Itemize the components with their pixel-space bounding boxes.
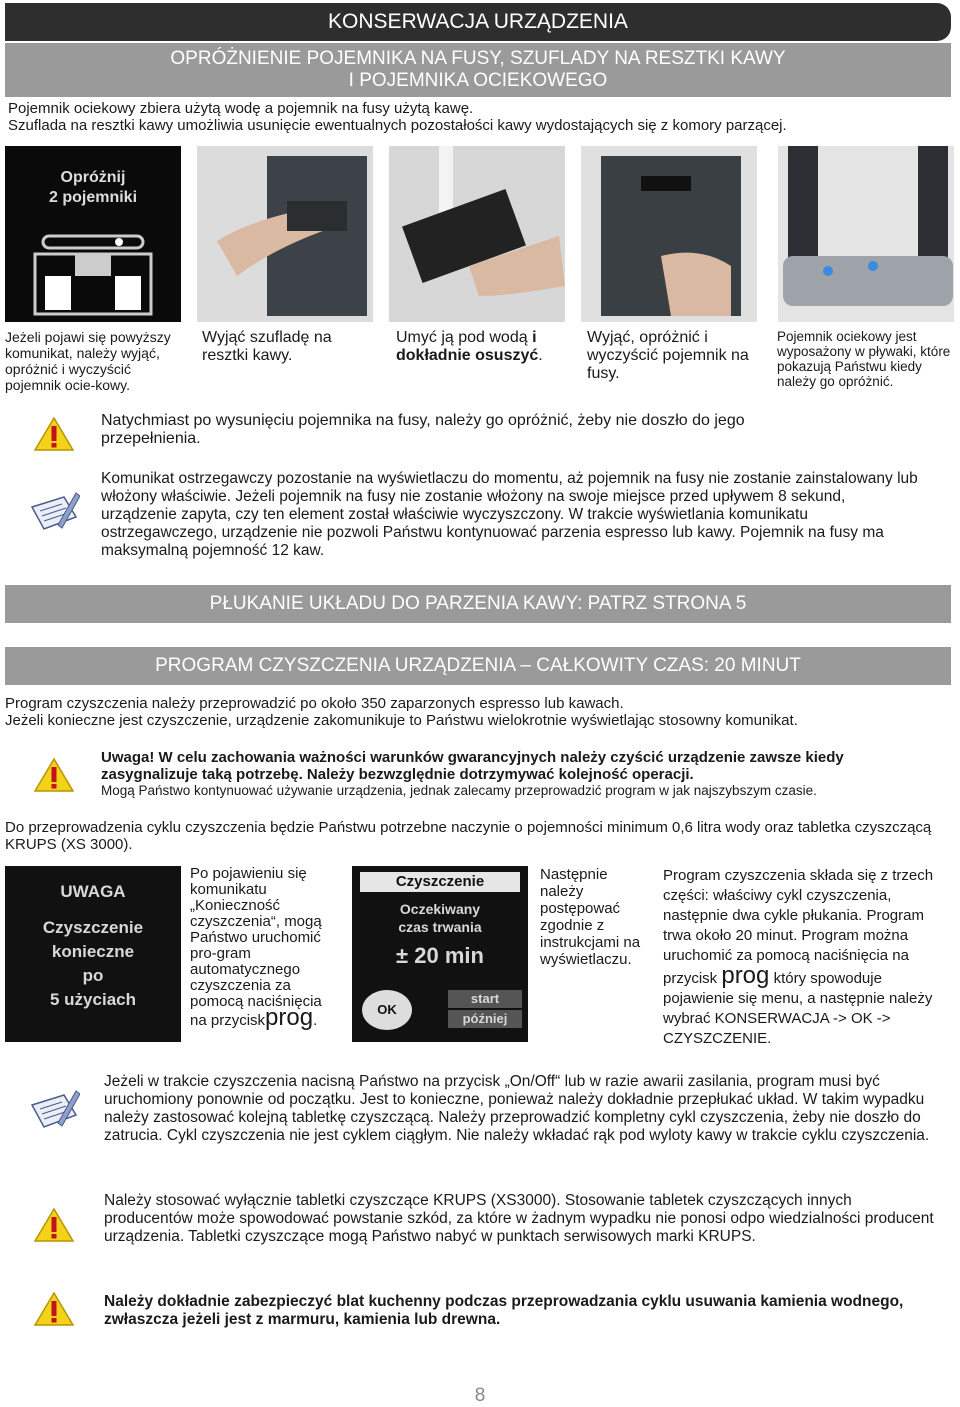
col-program-body-a: Program czyszczenia składa się z trzech części: właściwy cykl czyszczenia, następnie dwa cykle płukania. Program trwa około 20 minut. Program można uruchomić za pomocą naciśnięcia na przycisk bbox=[663, 867, 934, 987]
display2-line2: Czyszczenie bbox=[42, 918, 144, 937]
page-title: KONSERWACJA URZĄDZENIA bbox=[5, 3, 951, 41]
caption-drip-tray: Pojemnik ociekowy jest wyposażony w pływaki, które pokazują Państwu kiedy należy go opróżnić. bbox=[777, 329, 951, 389]
photo-remove-drawer bbox=[197, 146, 373, 322]
display2-line1: UWAGA bbox=[60, 882, 126, 901]
note-grounds-message: Komunikat ostrzegawczy pozostanie na wyświetlaczu do momentu, aż pojemnik na fusy nie zostanie zainstalowany lub włożony właściwie. Jeżeli pojemnik na fusy nie zostanie włożony na swoje miejsce przed upływem 8 sekund, urządzenie zapyta, czy ten element został właściwie wyczyszczony. W trakcie wyświetlania komunikatu ostrzegawczego, urządzenie nie pozwoli Państwu kontynuować parzenia espresso lub kawy. Pojemnik na fusy ma maksymalną pojemność 12 kaw. bbox=[101, 470, 918, 559]
warning-warranty-bold: Uwaga! W celu zachowania ważności warunków gwarancyjnych należy czyścić urządzenie zawsze kiedy zasygnalizuje taką potrzebę. Należy bezwzględnie dotrzymywać kolejność operacji. bbox=[101, 749, 844, 783]
section-banner-emptying bbox=[5, 43, 951, 97]
page-number: 8 bbox=[474, 1385, 486, 1406]
display3-later: później bbox=[448, 1010, 522, 1028]
photo-drip-tray bbox=[778, 146, 954, 322]
section-title-line1: OPRÓŻNIENIE POJEMNIKA NA FUSY, SZUFLADY NA RESZTKI KAWY bbox=[170, 48, 786, 69]
intro-text bbox=[8, 100, 953, 134]
display2-line4: po bbox=[82, 966, 104, 985]
caption-remove-drawer: Wyjąć szufladę na resztki kawy. bbox=[202, 329, 332, 364]
ok-button-icon: OK bbox=[362, 990, 412, 1030]
warning-icon bbox=[34, 1208, 74, 1242]
display2-line3: konieczne bbox=[51, 942, 135, 961]
col-start-cleaning-body: Po pojawieniu się komunikatu „Konieczność czyszczenia“, mogą Państwo uruchomić pro-gram automatycznego czyszczenia za pomocą naciśnięcia na przycisk bbox=[190, 865, 322, 1029]
cleaning-intro-line1: Program czyszczenia należy przeprowadzić po około 350 zaparzonych espresso lub kawach. bbox=[5, 695, 624, 712]
note-pencil-icon bbox=[28, 1085, 80, 1137]
machine-diagram-icon bbox=[5, 206, 181, 326]
col-program-body-b: który spowoduje pojawienie się menu, a następnie należy wybrać KONSERWACJA -> OK -> CZYSZCZENIE. bbox=[663, 970, 933, 1047]
warning-empty-grounds: Natychmiast po wysunięciu pojemnika na fusy, należy go opróżnić, żeby nie doszło do jego przepełnienia. bbox=[101, 412, 745, 447]
display-cleaning-required bbox=[5, 866, 181, 1042]
cleaning-intro bbox=[5, 695, 950, 729]
display3-line1: Oczekiwany bbox=[399, 901, 481, 917]
intro-line1: Pojemnik ociekowy zbiera użytą wodę a pojemnik na fusy użytą kawę. bbox=[8, 100, 474, 117]
warning-warranty-normal: Mogą Państwo kontynuować używanie urządzenia, jednak zalecamy przeprowadzić program w jak najszybszym czasie. bbox=[101, 783, 817, 798]
cleaning-intro-line2: Jeżeli konieczne jest czyszczenie, urządzenie zakomunikuje to Państwu wielokrotnie wyświetlając stosowny komunikat. bbox=[5, 712, 798, 729]
caption-wash-drawer bbox=[396, 329, 568, 365]
warning-krups-tablets: Należy stosować wyłącznie tabletki czyszczące KRUPS (XS3000). Stosowanie tabletek czyszczących innych producentów może spowodować powstanie szkód, za które w żadnym wypadku nie ponosi odpo wiedzialności producent urządzenia. Tabletki czyszczące mogą Państwo nabyć w punktach serwisowych marki KRUPS. bbox=[104, 1192, 934, 1245]
display3-start-later bbox=[448, 990, 522, 1028]
col-follow-instructions: Następnie należy postępować zgodnie z instrukcjami na wyświetlaczu. bbox=[540, 866, 641, 968]
prog-button-label: prog bbox=[265, 1004, 314, 1031]
warning-icon bbox=[34, 1292, 74, 1326]
caption-wash-a: Umyć ją pod wodą bbox=[396, 329, 533, 346]
display3-line2: czas trwania bbox=[398, 919, 482, 935]
warning-warranty bbox=[101, 749, 901, 799]
photo-remove-grounds-container bbox=[581, 146, 757, 322]
warning-icon bbox=[34, 417, 74, 451]
caption-wash-c: . bbox=[538, 347, 543, 364]
col-start-cleaning-text bbox=[190, 866, 340, 1029]
caption-wash-b: i dokładnie osuszyć bbox=[396, 329, 539, 364]
note-pencil-icon bbox=[28, 487, 80, 539]
display-empty-containers bbox=[5, 146, 181, 322]
note-power-interruption: Jeżeli w trakcie czyszczenia nacisną Państwo na przycisk „On/Off“ lub w razie awarii zasilania, program musi być uruchomiony ponownie od początku. Jest to konieczne, ponieważ należy dokładnie przepłukać układ. W takim wypadku należy zastosować kolejną tabletkę czyszczącą. Należy przeprowadzić kompletny cykl czyszczenia, żeby nie doszło do zatrucia. Cykl czyszczenia nie jest cyklem ciągłym. Nie należy wkładać rąk pod wyloty kawy w trakcie cyklu czyszczenia. bbox=[104, 1073, 930, 1144]
display3-start: start bbox=[448, 990, 522, 1008]
display-cleaning-duration bbox=[352, 866, 528, 1042]
period: . bbox=[313, 1012, 318, 1029]
display-line2: 2 pojemniki bbox=[48, 189, 138, 206]
col-program-description bbox=[663, 866, 953, 1049]
display3-time: ± 20 min bbox=[396, 943, 484, 968]
display-line1: Opróżnij bbox=[60, 169, 126, 186]
display3-title: Czyszczenie bbox=[360, 872, 520, 892]
cleaning-requirements: Do przeprowadzenia cyklu czyszczenia będzie Państwu potrzebne naczynie o pojemności minimum 0,6 litra wody oraz tabletka czyszczącą KRUPS (XS 3000). bbox=[5, 819, 932, 853]
section-title-line2: I POJEMNIKA OCIEKOWEGO bbox=[348, 70, 608, 91]
section-banner-cleaning: PROGRAM CZYSZCZENIA URZĄDZENIA – CAŁKOWITY CZAS: 20 MINUT bbox=[5, 647, 951, 685]
section-banner-rinsing: PŁUKANIE UKŁADU DO PARZENIA KAWY: PATRZ STRONA 5 bbox=[5, 585, 951, 623]
prog-button-label: prog bbox=[721, 962, 770, 989]
caption-message: Jeżeli pojawi się powyższy komunikat, należy wyjąć, opróżnić i wyczyścić pojemnik ocie-kowy. bbox=[5, 329, 171, 393]
warning-icon bbox=[34, 758, 74, 792]
warning-protect-countertop: Należy dokładnie zabezpieczyć blat kuchenny podczas przeprowadzania cyklu usuwania kamienia wodnego, zwłaszcza jeżeli jest z marmuru, kamienia lub drewna. bbox=[104, 1293, 904, 1328]
photo-wash-drawer bbox=[389, 146, 565, 322]
intro-line2: Szuflada na resztki kawy umożliwia usunięcie ewentualnych pozostałości kawy wydostających się z komory parzącej. bbox=[8, 117, 787, 134]
caption-grounds-container: Wyjąć, opróżnić i wyczyścić pojemnik na fusy. bbox=[587, 329, 749, 382]
display2-line5: 5 użyciach bbox=[50, 990, 136, 1009]
